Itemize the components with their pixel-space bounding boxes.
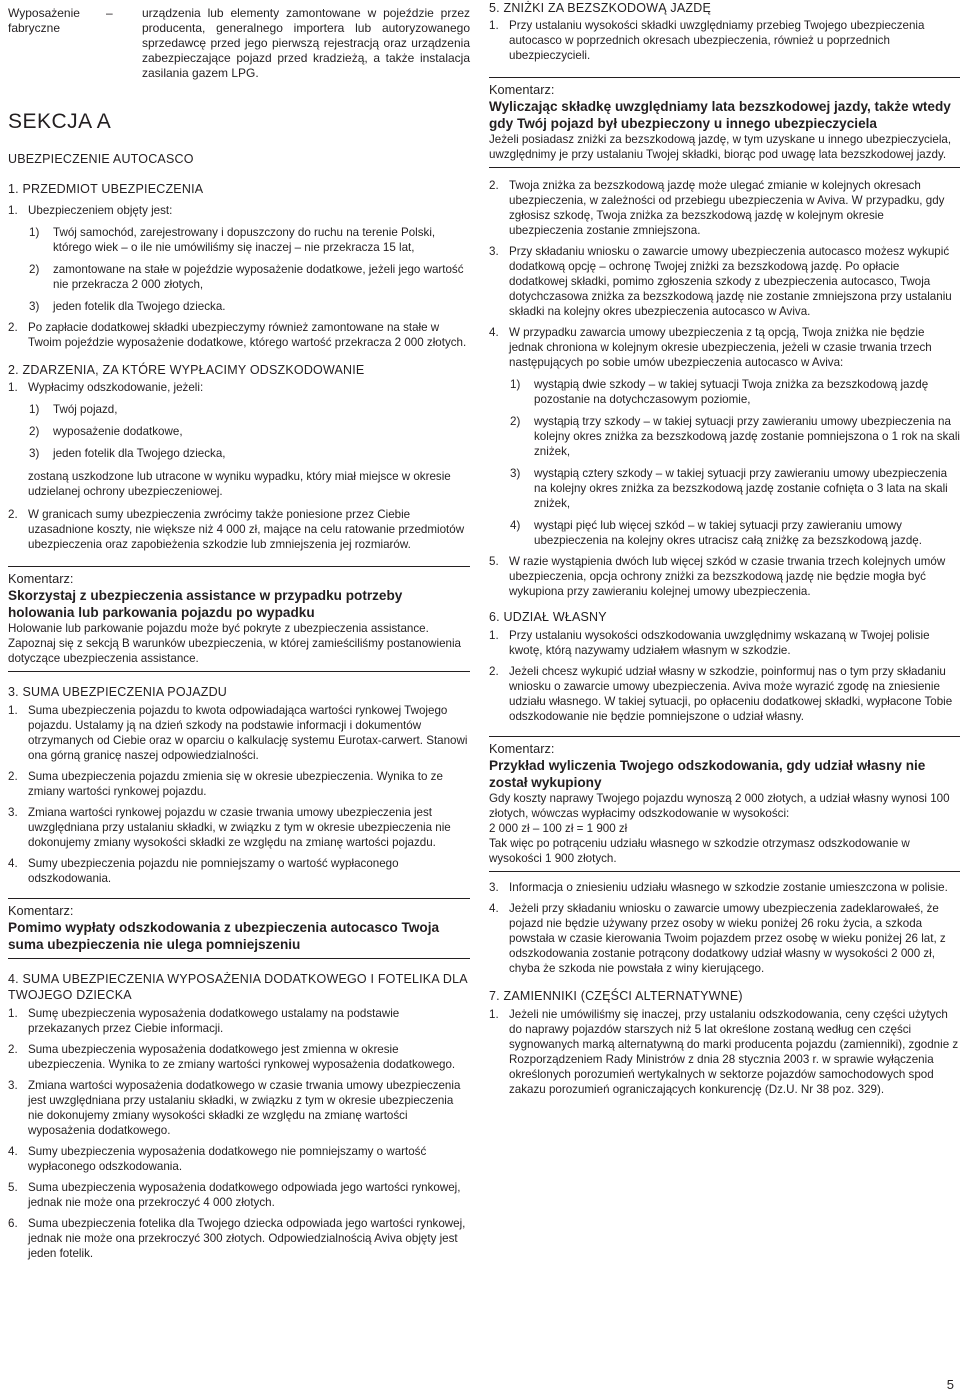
- item-number: 3.: [489, 881, 499, 894]
- subitem-number: 1): [510, 378, 521, 391]
- subitem-text: Twój pojazd,: [53, 403, 118, 416]
- item-number: 2.: [489, 665, 499, 678]
- s2-paragraph-1: [8, 380, 470, 395]
- comment-text: Tak więc po potrąceniu udziału własnego w szkodzie otrzymasz odszkodowanie w wysokości 1 900 złotych.: [489, 837, 910, 865]
- item-text: Suma ubezpieczenia pojazdu zmienia się w okresie ubezpieczenia. Wynika to ze zmiany wartości rynkowej pojazdu.: [28, 770, 443, 798]
- comment-text: Holowanie lub parkowanie pojazdu może być pokryte z ubezpieczenia assistance. Zapoznaj się z sekcją B warunków ubezpieczenia, w której zamieściliśmy postanowienia dotyczące ubezpieczenia assistance.: [8, 622, 462, 665]
- item-number: 1.: [489, 629, 499, 642]
- subitem-text: wystąpi pięć lub więcej szkód – w takiej sytuacji przy zawieraniu umowy ubezpieczenia na kolejny okres utracisz całą zniżkę za bezszkodową jazdę.: [534, 519, 922, 547]
- s4-item: [8, 1180, 470, 1210]
- s2-paragraph-2: [8, 507, 470, 552]
- subitem-number: 3): [29, 300, 40, 313]
- subitem-text: Twój samochód, zarejestrowany i dopuszczony do ruchu na terenie Polski, którego wiek – o ile nie umówiliśmy się inaczej – nie przekracza 15 lat,: [53, 226, 436, 254]
- item-number: 2.: [8, 770, 18, 783]
- left-column: [8, 6, 470, 1261]
- s5-item: [489, 178, 960, 238]
- comment-label: Komentarz:: [489, 741, 555, 756]
- item-text: Zmiana wartości wyposażenia dodatkowego w czasie trwania umowy ubezpieczenia jest uwzględniana przy ustalaniu składki, w związku z tym w okresie ubezpieczenia nie dokonujemy zmiany wysokości składki ze względu na zmianę wartości wyposażenia dodatkowego.: [28, 1079, 461, 1137]
- comment-box-no-claims: [489, 77, 960, 168]
- heading-7: 7. ZAMIENNIKI (CZĘŚCI ALTERNATYWNE): [489, 989, 743, 1003]
- subitem-text: wystąpią dwie szkody – w takiej sytuacji Twoja zniżka za bezszkodową jazdę pozostanie na dotychczasowym poziomie,: [534, 378, 929, 406]
- item-text: Jeżeli chcesz wykupić udział własny w szkodzie, poinformuj nas o tym przy składaniu wniosku o zawarcie umowy ubezpieczenia. Aviva może wyrazić zgodę na zniesienie udziału własnego. W takiej sytuacji, po opłaceniu dodatkowej składki, wypłacone Tobie odszkodowanie nie będzie pomniejszone o udział własny.: [509, 665, 953, 723]
- item-text: Jeżeli przy składaniu wniosku o zawarcie umowy ubezpieczenia zadeklarowałeś, że pojazd nie będzie używany przez osoby w wieku poniżej 26 roku życia, a szkoda powstała w czasie kierowania Twoim pojazdem przez osobę w wieku poniżej 26 lat, z odszkodowania zostanie potrącony dodatkowy udział własny w wysokości 2 000 zł, chyba że szkoda nie powstała z winy kierującego.: [509, 902, 946, 975]
- s5-subitem: [489, 518, 960, 548]
- s1-paragraph-1: [8, 203, 470, 218]
- item-number: 1.: [489, 19, 499, 32]
- section-title: SEKCJA A: [8, 110, 112, 133]
- s5-item: [489, 244, 960, 319]
- item-number: 5.: [489, 555, 499, 568]
- subitem-number: 1): [29, 403, 40, 416]
- item-text: W przypadku zawarcia umowy ubezpieczenia z tą opcją, Twoja zniżka nie będzie jednak chroniona w kolejnym okresie ubezpieczenia, jeżeli w czasie trwania trzech następujących po sobie umów ubezpieczenia autocasco w Aviva:: [509, 326, 932, 369]
- item-text: Suma ubezpieczenia fotelika dla Twojego dziecka odpowiada jego wartości rynkowej, jednak nie może ona przekroczyć 300 złotych. Odpowiedzialnością Aviva objęty jest jeden fotelik.: [28, 1217, 466, 1260]
- s4-item: [8, 1144, 470, 1174]
- s5-subitem: [489, 466, 960, 511]
- item-text: Przy składaniu wniosku o zawarcie umowy ubezpieczenia autocasco możesz wykupić dodatkową opcję – ochronę Twojej zniżki za bezszkodową jazdę. Po opłacie dodatkowej składki, pomimo zgłoszenia szkody z ubezpieczenia autocasco, Twoja dotychczasowa zniżka za bezszkodową jazdę nie zostanie zmniejszona przy ustalaniu składki na kolejny okres ubezpieczenia autocasco w Aviva.: [509, 245, 952, 318]
- item-number: 1.: [8, 704, 18, 717]
- s3-item: [8, 703, 470, 763]
- s2-subitem: [8, 402, 470, 417]
- item-text: Jeżeli nie umówiliśmy się inaczej, przy ustalaniu odszkodowania, ceny części użytych do naprawy pojazdów starszych niż 5 lat określone zostaną według cen części sygnowanych marką alternatywną do marki producenta pojazdu (zamienniki), zgodnie z Rozporządzeniem Rady Ministrów z dnia 28 stycznia 2003 r. w sprawie wyłączenia określonych porozumień wertykalnych w sektorze pojazdów samochodowych spod zakazu porozumień ograniczających konkurencję (Dz.U. Nr 38 poz. 329).: [509, 1008, 959, 1096]
- item-number: 2.: [8, 508, 18, 521]
- s6-item: [489, 880, 960, 895]
- item-text: Sumy ubezpieczenia wyposażenia dodatkowego nie pomniejszamy o wartość wypłaconego odszkodowania.: [28, 1145, 427, 1173]
- subitem-number: 4): [510, 519, 521, 532]
- s4-item: [8, 1006, 470, 1036]
- item-text: Po zapłacie dodatkowej składki ubezpieczymy również zamontowane na stałe w Twoim pojeździe wyposażenie dodatkowe, którego wartość przekracza 2 000 złotych.: [28, 321, 467, 349]
- item-text: W granicach sumy ubezpieczenia zwrócimy także poniesione przez Ciebie uzasadnione koszty, nie większe niż 4 000 zł, mające na celu ratowanie przedmiotów ubezpieczenia oraz zapobieżenia szkodzie lub zmniejszenia jej rozmiarów.: [28, 508, 465, 551]
- subitem-number: 3): [510, 467, 521, 480]
- s2-subitem: [8, 446, 470, 461]
- comment-label: Komentarz:: [489, 82, 555, 97]
- item-text: Suma ubezpieczenia wyposażenia dodatkowego odpowiada jego wartości rynkowej, jednak nie może ona przekroczyć 4 000 złotych.: [28, 1181, 461, 1209]
- definition-text: urządzenia lub elementy zamontowane w pojeździe przez producenta, generalnego importera lub autoryzowanego sprzedawcę przed jego pierwszą rejestracją oraz urządzenia zabezpieczające pojazd przed kradzieżą, a także instalacja zasilania gazem LPG.: [142, 6, 470, 80]
- subitem-text: wystąpią trzy szkody – w takiej sytuacji przy zawieraniu umowy ubezpieczenia na kolejny okres zniżka za bezszkodową jazdę zostanie pomniejszona o 1 rok na skali zniżek,: [534, 415, 960, 458]
- heading-5: 5. ZNIŻKI ZA BEZSZKODOWĄ JAZDĘ: [489, 1, 711, 15]
- s2-subitem: [8, 424, 470, 439]
- heading-3: 3. SUMA UBEZPIECZENIA POJAZDU: [8, 685, 228, 699]
- item-text: Suma ubezpieczenia wyposażenia dodatkowego jest zmienna w okresie ubezpieczenia. Wynika to ze zmiany wartości rynkowej wyposażenia dodatkowego.: [28, 1043, 456, 1071]
- s6-item: [489, 901, 960, 976]
- s6-item: [489, 628, 960, 658]
- s5-item: [489, 325, 960, 370]
- page-number: 5: [946, 1377, 954, 1392]
- subitem-text: wystąpią cztery szkody – w takiej sytuacji przy zawieraniu umowy ubezpieczenia na kolejny okres zniżka za bezszkodową jazdę zostanie cofnięta o 3 lata na skali zniżek,: [534, 467, 948, 510]
- item-number: 2.: [8, 1043, 18, 1056]
- subitem-number: 2): [510, 415, 521, 428]
- comment-box-assistance: [8, 566, 470, 672]
- subitem-number: 1): [29, 226, 40, 239]
- s3-item: [8, 769, 470, 799]
- definition-factory-equipment: [8, 6, 470, 81]
- item-number: 1.: [489, 1008, 499, 1021]
- item-number: 5.: [8, 1181, 18, 1194]
- comment-box-deductible: [489, 736, 960, 872]
- comment-title: Pomimo wypłaty odszkodowania z ubezpieczenia autocasco Twoja suma ubezpieczenia nie ulega pomniejszeniu: [8, 920, 440, 952]
- item-number: 1.: [8, 1007, 18, 1020]
- item-number: 2.: [8, 321, 18, 334]
- s3-item: [8, 805, 470, 850]
- s1-subitem: [8, 225, 470, 255]
- item-text: W razie wystąpienia dwóch lub więcej szkód w czasie trwania trzech kolejnych umów ubezpieczenia, opcja ochrony zniżki za bezszkodową jazdę nie będzie mogła być wykupiona przy zawieraniu kolejnej umowy ubezpieczenia.: [509, 555, 946, 598]
- subitem-number: 2): [29, 425, 40, 438]
- item-number: 6.: [8, 1217, 18, 1230]
- item-number: 1.: [8, 381, 18, 394]
- subitem-text: zamontowane na stałe w pojeździe wyposażenie dodatkowe, jeżeli jego wartość nie przekracza 2 000 złotych,: [53, 263, 464, 291]
- s2-paragraph-1-continuation: zostaną uszkodzone lub utracone w wyniku wypadku, który miał miejsce w okresie udzielanej ochrony ubezpieczeniowej.: [28, 470, 451, 498]
- s7-item: [489, 1007, 960, 1097]
- s5-subitem: [489, 377, 960, 407]
- s4-item: [8, 1078, 470, 1138]
- item-text: Suma ubezpieczenia pojazdu to kwota odpowiadająca wartości rynkowej Twojego pojazdu. Ustalamy ją na dzień szkody na podstawie informacji i dokumentów otrzymanych od Ciebie oraz w oparciu o kalkulację systemu Eurotax-carwert. Stanowi ona górną granicę naszej odpowiedzialności.: [28, 704, 468, 762]
- comment-text: Jeżeli posiadasz zniżki za bezszkodową jazdę, w tym uzyskane u innego ubezpieczyciela, uwzględnimy je przy ustalaniu Twojej składki, biorąc pod uwagę lata bezszkodowej jazdy.: [489, 133, 952, 161]
- heading-6: 6. UDZIAŁ WŁASNY: [489, 610, 607, 624]
- item-number: 4.: [8, 857, 18, 870]
- item-text: Informacja o zniesieniu udziału własnego w szkodzie zostanie umieszczona w polisie.: [509, 881, 948, 894]
- heading-2: 2. ZDARZENIA, ZA KTÓRE WYPŁACIMY ODSZKODOWANIE: [8, 363, 365, 377]
- comment-title: Wyliczając składkę uwzględniamy lata bezszkodowej jazdy, także wtedy gdy Twój pojazd był ubezpieczony u innego ubezpieczyciela: [489, 99, 951, 131]
- comment-title: Przykład wyliczenia Twojego odszkodowania, gdy udział własny nie został wykupiony: [489, 758, 926, 790]
- right-column: [489, 0, 960, 1097]
- s4-item: [8, 1042, 470, 1072]
- item-number: 4.: [489, 326, 499, 339]
- item-text: Przy ustalaniu wysokości składki uwzględniamy przebieg Twojego ubezpieczenia autocasco w poprzednich okresach ubezpieczenia, również u poprzednich ubezpieczycieli.: [509, 19, 925, 62]
- definition-dash: –: [106, 6, 113, 20]
- item-number: 3.: [8, 1079, 18, 1092]
- item-number: 3.: [8, 806, 18, 819]
- comment-calculation: 2 000 zł – 100 zł = 1 900 zł: [489, 822, 628, 835]
- item-text: Wypłacimy odszkodowanie, jeżeli:: [28, 381, 204, 394]
- item-text: Zmiana wartości rynkowej pojazdu w czasie trwania umowy ubezpieczenia jest uwzględniana przy ustalaniu składki, w związku z tym w okresie ubezpieczenia nie dokonujemy zmiany wysokości składki ze względu na zmianę wartości pojazdu.: [28, 806, 451, 849]
- subitem-text: wyposażenie dodatkowe,: [53, 425, 183, 438]
- item-text: Przy ustalaniu wysokości odszkodowania uwzględnimy wskazaną w Twojej polisie kwotę, którą nazywamy udziałem własnym w szkodzie.: [509, 629, 930, 657]
- s5-item: [489, 18, 960, 63]
- s4-item: [8, 1216, 470, 1261]
- s3-item: [8, 856, 470, 886]
- item-number: 3.: [489, 245, 499, 258]
- comment-label: Komentarz:: [8, 903, 74, 918]
- item-number: 4.: [489, 902, 499, 915]
- comment-title: Skorzystaj z ubezpieczenia assistance w przypadku potrzeby holowania lub parkowania pojazdu po wypadku: [8, 588, 403, 620]
- subitem-text: jeden fotelik dla Twojego dziecka,: [53, 447, 226, 460]
- s1-paragraph-2: [8, 320, 470, 350]
- subitem-text: jeden fotelik dla Twojego dziecka.: [53, 300, 226, 313]
- comment-text: Gdy koszty naprawy Twojego pojazdu wynoszą 2 000 złotych, a udział własny wynosi 100 złotych, wówczas wypłacimy odszkodowanie w wysokości:: [489, 792, 950, 820]
- heading-4: 4. SUMA UBEZPIECZENIA WYPOSAŻENIA DODATKOWEGO I FOTELIKA DLA TWOJEGO DZIECKA: [8, 972, 468, 1002]
- comment-box-sum: [8, 898, 470, 959]
- item-text: Sumy ubezpieczenia pojazdu nie pomniejszamy o wartość wypłaconego odszkodowania.: [28, 857, 399, 885]
- s5-item: [489, 554, 960, 599]
- item-number: 2.: [489, 179, 499, 192]
- s1-subitem: [8, 299, 470, 314]
- item-text: Sumę ubezpieczenia wyposażenia dodatkowego ustalamy na podstawie przekazanych przez Ciebie informacji.: [28, 1007, 400, 1035]
- item-number: 1.: [8, 204, 18, 217]
- s5-subitem: [489, 414, 960, 459]
- subitem-number: 3): [29, 447, 40, 460]
- item-number: 4.: [8, 1145, 18, 1158]
- heading-1: 1. PRZEDMIOT UBEZPIECZENIA: [8, 182, 204, 196]
- s6-item: [489, 664, 960, 724]
- s1-subitem: [8, 262, 470, 292]
- definition-term: Wyposażenie fabryczne: [8, 6, 80, 35]
- comment-label: Komentarz:: [8, 571, 74, 586]
- subitem-number: 2): [29, 263, 40, 276]
- item-text: Ubezpieczeniem objęty jest:: [28, 204, 173, 217]
- section-subtitle: UBEZPIECZENIE AUTOCASCO: [8, 152, 194, 166]
- item-text: Twoja zniżka za bezszkodową jazdę może ulegać zmianie w kolejnych okresach ubezpieczenia, w zależności od przebiegu ubezpieczenia w Aviva. W przypadku, gdy zgłosisz szkodę, Twoja zniżka za bezszkodową jazdę w kolejnym okresie ubezpieczenia zostanie zmniejszona.: [509, 179, 945, 237]
